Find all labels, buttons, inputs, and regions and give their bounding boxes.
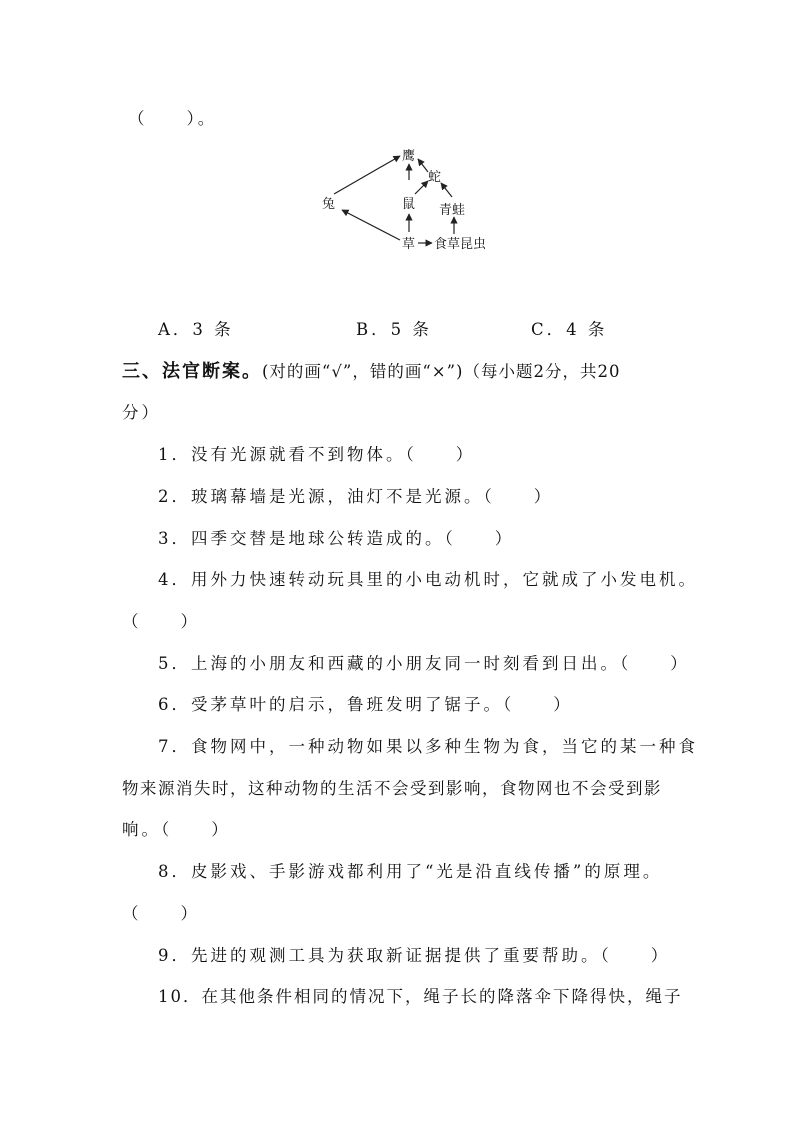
section-3-instructions-cont: 分） [122,403,161,422]
node-mouse: 鼠 [402,197,416,212]
food-web-diagram [320,140,510,260]
option-c: C．4 条 [531,320,608,339]
section-3-instructions: (对的画“√”，错的画“×”)（每小题2分，共20 [262,362,621,381]
option-b: B．5 条 [356,320,432,339]
arrow-snake-to-eagle [418,159,428,172]
item-7-cont: 物来源消失时，这种动物的生活不会受到影响，食物网也不会受到影 [122,779,662,798]
node-rabbit: 兔 [322,197,336,212]
node-grass: 草 [402,237,416,252]
node-eagle: 鹰 [402,149,416,164]
arrow-grass-to-rabbit [342,210,400,240]
node-insect: 食草昆虫 [434,237,487,252]
arrow-rabbit-to-eagle [334,156,400,194]
item-2: 2．玻璃幕墙是光源，油灯不是光源。（ ） [158,487,554,506]
item-3: 3．四季交替是地球公转造成的。（ ） [158,529,515,548]
section-3-heading [122,357,620,383]
question-stem-end: （ ）。 [128,109,218,128]
node-snake: 蛇 [428,170,442,185]
item-1: 1．没有光源就看不到物体。（ ） [158,445,476,464]
option-a: A．3 条 [158,320,234,339]
node-frog: 青蛙 [439,203,466,218]
item-4-cont: （ ） [122,612,200,631]
item-7: 7．食物网中，一种动物如果以多种生物为食，当它的某一种食 [158,737,698,756]
arrow-mouse-to-snake [415,181,428,194]
item-7-cont2: 响。（ ） [122,820,231,839]
section-3-title: 三、法官断案。 [122,361,262,382]
item-6: 6．受茅草叶的启示，鲁班发明了锯子。（ ） [158,695,573,714]
item-8: 8．皮影戏、手影游戏都利用了“光是沿直线传播”的原理。 [158,862,663,881]
item-8-cont: （ ） [122,904,200,923]
arrow-frog-to-snake [441,183,452,197]
item-4: 4．用外力快速转动玩具里的小电动机时，它就成了小发电机。 [158,570,698,589]
item-10: 10．在其他条件相同的情况下，绳子长的降落伞下降得快，绳子 [158,987,683,1006]
item-9: 9．先进的观测工具为获取新证据提供了重要帮助。（ ） [158,946,671,965]
item-5: 5．上海的小朋友和西藏的小朋友同一时刻看到日出。（ ） [158,654,690,673]
